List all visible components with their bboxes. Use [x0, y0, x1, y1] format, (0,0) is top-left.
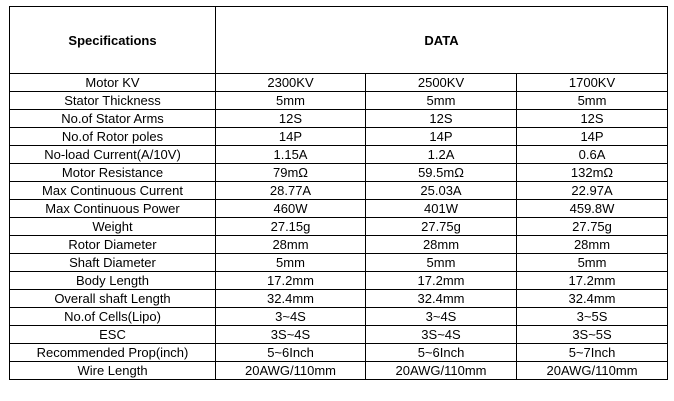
spec-value-cell: 32.4mm	[366, 290, 517, 308]
spec-value-cell: 14P	[366, 128, 517, 146]
spec-name-cell: Overall shaft Length	[10, 290, 216, 308]
table-row	[10, 344, 668, 362]
spec-value-cell: 1700KV	[517, 74, 668, 92]
spec-value-cell: 5mm	[517, 254, 668, 272]
spec-name-cell: No.of Cells(Lipo)	[10, 308, 216, 326]
spec-value-cell: 32.4mm	[517, 290, 668, 308]
spec-value-cell: 79mΩ	[216, 164, 366, 182]
spec-value-cell: 20AWG/110mm	[366, 362, 517, 380]
spec-value-cell: 22.97A	[517, 182, 668, 200]
table-row	[10, 236, 668, 254]
spec-name-cell: No.of Rotor poles	[10, 128, 216, 146]
spec-value-cell: 3~4S	[216, 308, 366, 326]
spec-value-cell: 17.2mm	[216, 272, 366, 290]
spec-name-cell: Max Continuous Current	[10, 182, 216, 200]
spec-value-cell: 32.4mm	[216, 290, 366, 308]
spec-value-cell: 3~5S	[517, 308, 668, 326]
spec-value-cell: 12S	[216, 110, 366, 128]
table-row	[10, 218, 668, 236]
spec-value-cell: 3S~4S	[366, 326, 517, 344]
spec-value-cell: 25.03A	[366, 182, 517, 200]
table-row	[10, 272, 668, 290]
spec-value-cell: 5mm	[366, 254, 517, 272]
spec-value-cell: 5mm	[216, 92, 366, 110]
spec-value-cell: 28mm	[517, 236, 668, 254]
spec-value-cell: 3~4S	[366, 308, 517, 326]
spec-value-cell: 132mΩ	[517, 164, 668, 182]
spec-value-cell: 5~6Inch	[216, 344, 366, 362]
spec-name-cell: Shaft Diameter	[10, 254, 216, 272]
table-row	[10, 200, 668, 218]
spec-value-cell: 17.2mm	[366, 272, 517, 290]
spec-value-cell: 12S	[366, 110, 517, 128]
spec-value-cell: 20AWG/110mm	[216, 362, 366, 380]
spec-value-cell: 5mm	[517, 92, 668, 110]
spec-value-cell: 1.15A	[216, 146, 366, 164]
spec-value-cell: 2500KV	[366, 74, 517, 92]
spec-name-cell: Rotor Diameter	[10, 236, 216, 254]
table-row	[10, 308, 668, 326]
spec-value-cell: 5mm	[216, 254, 366, 272]
table-row	[10, 164, 668, 182]
spec-name-cell: Motor Resistance	[10, 164, 216, 182]
spec-value-cell: 2300KV	[216, 74, 366, 92]
table-body	[10, 74, 668, 380]
table-row	[10, 110, 668, 128]
spec-value-cell: 28mm	[216, 236, 366, 254]
spec-name-cell: Stator Thickness	[10, 92, 216, 110]
spec-name-cell: Max Continuous Power	[10, 200, 216, 218]
spec-value-cell: 5~6Inch	[366, 344, 517, 362]
spec-value-cell: 0.6A	[517, 146, 668, 164]
spec-name-cell: Recommended Prop(inch)	[10, 344, 216, 362]
spec-value-cell: 28.77A	[216, 182, 366, 200]
table-row	[10, 182, 668, 200]
spec-value-cell: 459.8W	[517, 200, 668, 218]
specifications-header: Specifications	[10, 7, 216, 74]
spec-value-cell: 20AWG/110mm	[517, 362, 668, 380]
spec-value-cell: 5~7Inch	[517, 344, 668, 362]
spec-value-cell: 28mm	[366, 236, 517, 254]
spec-value-cell: 27.15g	[216, 218, 366, 236]
spec-value-cell: 401W	[366, 200, 517, 218]
spec-value-cell: 27.75g	[517, 218, 668, 236]
spec-name-cell: Body Length	[10, 272, 216, 290]
table-row	[10, 74, 668, 92]
spec-value-cell: 3S~5S	[517, 326, 668, 344]
table-row	[10, 92, 668, 110]
spec-name-cell: Motor KV	[10, 74, 216, 92]
table-row	[10, 128, 668, 146]
spec-value-cell: 59.5mΩ	[366, 164, 517, 182]
spec-value-cell: 14P	[517, 128, 668, 146]
spec-value-cell: 1.2A	[366, 146, 517, 164]
table-header-row	[10, 7, 668, 74]
spec-name-cell: Wire Length	[10, 362, 216, 380]
spec-value-cell: 3S~4S	[216, 326, 366, 344]
spec-value-cell: 12S	[517, 110, 668, 128]
spec-name-cell: Weight	[10, 218, 216, 236]
spec-value-cell: 460W	[216, 200, 366, 218]
spec-value-cell: 27.75g	[366, 218, 517, 236]
table-row	[10, 290, 668, 308]
table-row	[10, 254, 668, 272]
spec-name-cell: No-load Current(A/10V)	[10, 146, 216, 164]
spec-name-cell: No.of Stator Arms	[10, 110, 216, 128]
table-row	[10, 146, 668, 164]
table-row	[10, 362, 668, 380]
table-row	[10, 326, 668, 344]
data-header: DATA	[216, 7, 668, 74]
spec-value-cell: 14P	[216, 128, 366, 146]
spec-name-cell: ESC	[10, 326, 216, 344]
spec-value-cell: 17.2mm	[517, 272, 668, 290]
spec-value-cell: 5mm	[366, 92, 517, 110]
specifications-table	[9, 6, 668, 380]
